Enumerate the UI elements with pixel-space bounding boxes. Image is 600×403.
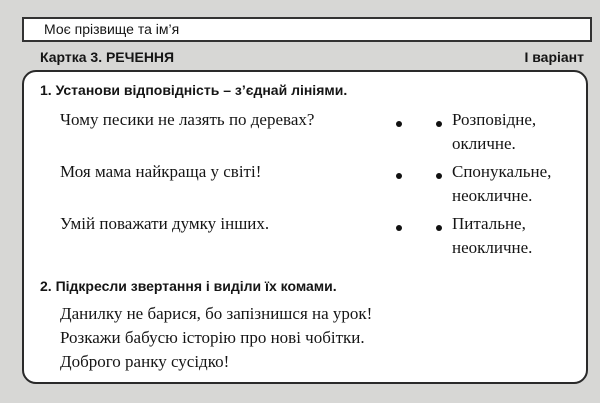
task2-line-2[interactable]: Розкажи бабусю історію про нові чобітки. (60, 328, 365, 347)
answer-2: Спонукальне, неокличне. (452, 162, 552, 205)
sentence-1-dot[interactable] (396, 121, 402, 127)
name-field[interactable] (22, 17, 592, 42)
name-field-label: Моє прізвище та ім’я (44, 21, 180, 37)
sentence-2: Моя мама найкраща у світі! (60, 162, 262, 181)
task2-title: 2. Підкресли звертання і виділи їх комами. (40, 278, 337, 294)
variant-label: І варіант (524, 49, 584, 65)
answer-3: Питальне, неокличне. (452, 214, 533, 257)
sentence-1: Чому песики не лазять по деревах? (60, 110, 315, 129)
sentence-3-dot[interactable] (396, 225, 402, 231)
card-title: Картка 3. РЕЧЕННЯ (40, 49, 175, 65)
sentence-2-dot[interactable] (396, 173, 402, 179)
answer-1: Розповідне, окличне. (452, 110, 537, 153)
card-header (22, 46, 592, 68)
answer-3-dot[interactable] (436, 225, 442, 231)
answer-1-dot[interactable] (436, 121, 442, 127)
task-card (22, 70, 588, 384)
answer-2-dot[interactable] (436, 173, 442, 179)
task1-title: 1. Установи відповідність – з’єднай лініями. (40, 82, 348, 98)
task2-line-3[interactable]: Доброго ранку сусідко! (60, 352, 230, 371)
task2-line-1[interactable]: Данилку не барися, бо запізнишся на урок! (60, 304, 373, 323)
sentence-3: Умій поважати думку інших. (60, 214, 270, 233)
